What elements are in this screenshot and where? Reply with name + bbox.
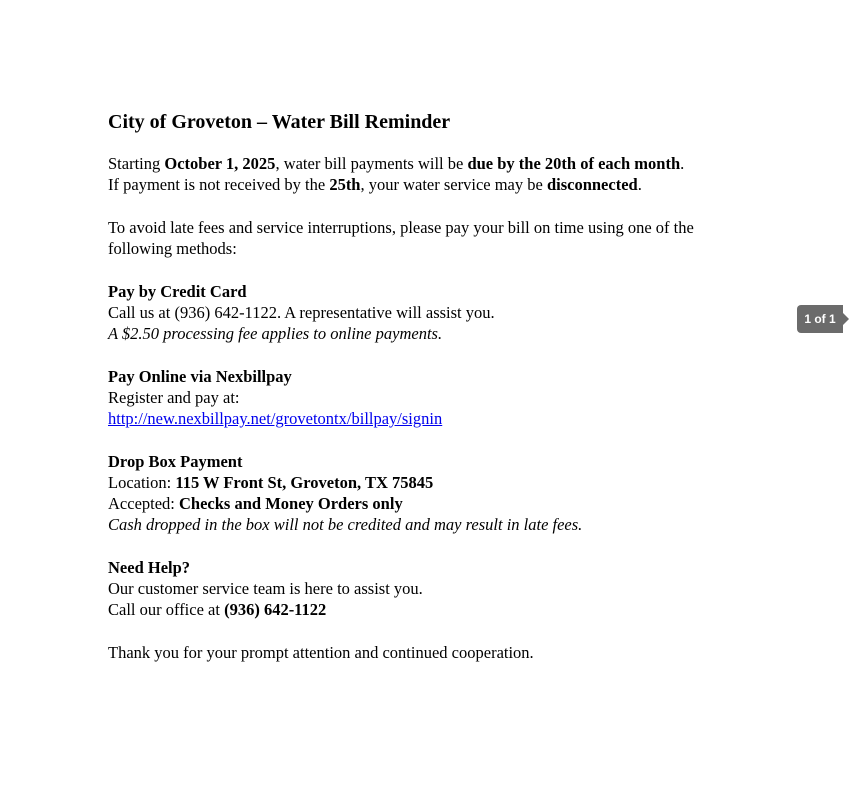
online-payment-text: Register and pay at: <box>108 388 240 407</box>
credit-card-text: Call us at (936) 642-1122. A representative will assist you. <box>108 303 495 322</box>
credit-card-heading: Pay by Credit Card <box>108 282 247 301</box>
intro-paragraph <box>108 153 788 195</box>
intro-text: , your water service may be <box>360 175 547 194</box>
intro-text: If payment is not received by the <box>108 175 330 194</box>
location-value: 115 W Front St, Groveton, TX 75845 <box>175 473 434 492</box>
help-heading: Need Help? <box>108 558 191 577</box>
methods-intro <box>108 217 788 259</box>
accepted-value: Checks and Money Orders only <box>179 494 403 513</box>
call-label: Call our office at <box>108 600 225 619</box>
nexbillpay-link[interactable]: http://new.nexbillpay.net/grovetontx/billpay/signin <box>108 409 443 428</box>
cash-warning-note: Cash dropped in the box will not be credited and may result in late fees. <box>108 515 583 534</box>
help-text: Our customer service team is here to assist you. <box>108 579 423 598</box>
closing-text: Thank you for your prompt attention and continued cooperation. <box>108 643 534 662</box>
due-date: due by the 20th of each month <box>467 154 681 173</box>
office-phone: (936) 642-1122 <box>224 600 327 619</box>
help-section <box>108 557 788 620</box>
online-payment-section <box>108 366 788 429</box>
intro-text: , water bill payments will be <box>275 154 468 173</box>
methods-intro-line: To avoid late fees and service interruptions, please pay your bill on time using one of the <box>108 218 694 237</box>
credit-card-fee-note: A $2.50 processing fee applies to online payments. <box>108 324 443 343</box>
intro-text: . <box>637 175 642 194</box>
disconnect-warning: disconnected <box>546 175 638 194</box>
page-title: City of Groveton – Water Bill Reminder <box>108 111 451 133</box>
cutoff-date: 25th <box>329 175 361 194</box>
methods-intro-line: following methods: <box>108 239 237 258</box>
online-payment-heading: Pay Online via Nexbillpay <box>108 367 292 386</box>
drop-box-heading: Drop Box Payment <box>108 452 243 471</box>
intro-text: . <box>680 154 685 173</box>
intro-text: Starting <box>108 154 165 173</box>
document-body <box>108 109 788 663</box>
location-label: Location: <box>108 473 176 492</box>
page-indicator-badge[interactable]: 1 of 1 <box>797 305 843 333</box>
credit-card-section <box>108 281 788 344</box>
accepted-label: Accepted: <box>108 494 180 513</box>
start-date: October 1, 2025 <box>164 154 276 173</box>
drop-box-section <box>108 451 788 535</box>
